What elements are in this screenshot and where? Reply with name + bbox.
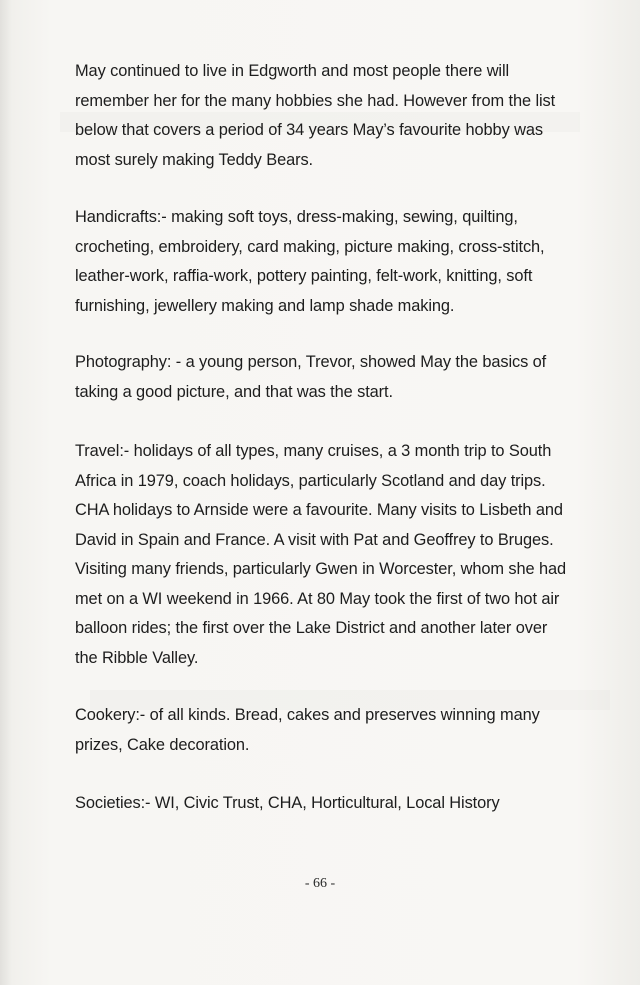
paragraph-cookery — [75, 701, 615, 760]
text-line: CHA holidays to Arnside were a favourite. Many visits to Lisbeth and — [75, 501, 563, 519]
text-line: met on a WI weekend in 1966. At 80 May took the first of two hot air — [75, 589, 560, 608]
text-line: balloon rides; the first over the Lake District and another later over — [75, 619, 548, 637]
page-number: - 66 - — [304, 876, 336, 891]
text-line: the Ribble Valley. — [75, 648, 199, 667]
text-line: Handicrafts:- making soft toys, dress-making, sewing, quilting, — [75, 208, 518, 226]
text-line: Cookery:- of all kinds. Bread, cakes and preserves winning many — [75, 706, 540, 724]
text-line: David in Spain and France. A visit with Pat and Geoffrey to Bruges. — [75, 530, 554, 549]
text-line: taking a good picture, and that was the start. — [75, 382, 393, 401]
text-line: prizes, Cake decoration. — [75, 735, 250, 754]
page-edge-shadow — [0, 0, 12, 985]
text-line: Photography: - a young person, Trevor, showed May the basics of — [75, 353, 547, 371]
paragraph-travel — [75, 437, 615, 673]
text-line: remember her for the many hobbies she had. However from the list — [75, 91, 556, 110]
text-line: below that covers a period of 34 years May’s favourite hobby was — [75, 121, 543, 139]
paragraph-handicrafts — [75, 203, 615, 321]
text-line: Africa in 1979, coach holidays, particularly Scotland and day trips. — [75, 471, 546, 490]
text-line: May continued to live in Edgworth and most people there will — [75, 62, 510, 80]
paragraph-societies — [75, 789, 615, 819]
text-line: Visiting many friends, particularly Gwen in Worcester, whom she had — [75, 560, 567, 578]
text-line: most surely making Teddy Bears. — [75, 150, 314, 169]
paragraph-intro — [75, 57, 615, 175]
paragraph-photography — [75, 348, 615, 407]
text-line: Societies:- WI, Civic Trust, CHA, Horticultural, Local History — [75, 794, 500, 812]
text-line: crocheting, embroidery, card making, picture making, cross-stitch, — [75, 237, 545, 256]
text-line: leather-work, raffia-work, pottery painting, felt-work, knitting, soft — [75, 267, 533, 285]
text-line: furnishing, jewellery making and lamp shade making. — [75, 296, 455, 315]
text-line: Travel:- holidays of all types, many cruises, a 3 month trip to South — [75, 442, 552, 460]
